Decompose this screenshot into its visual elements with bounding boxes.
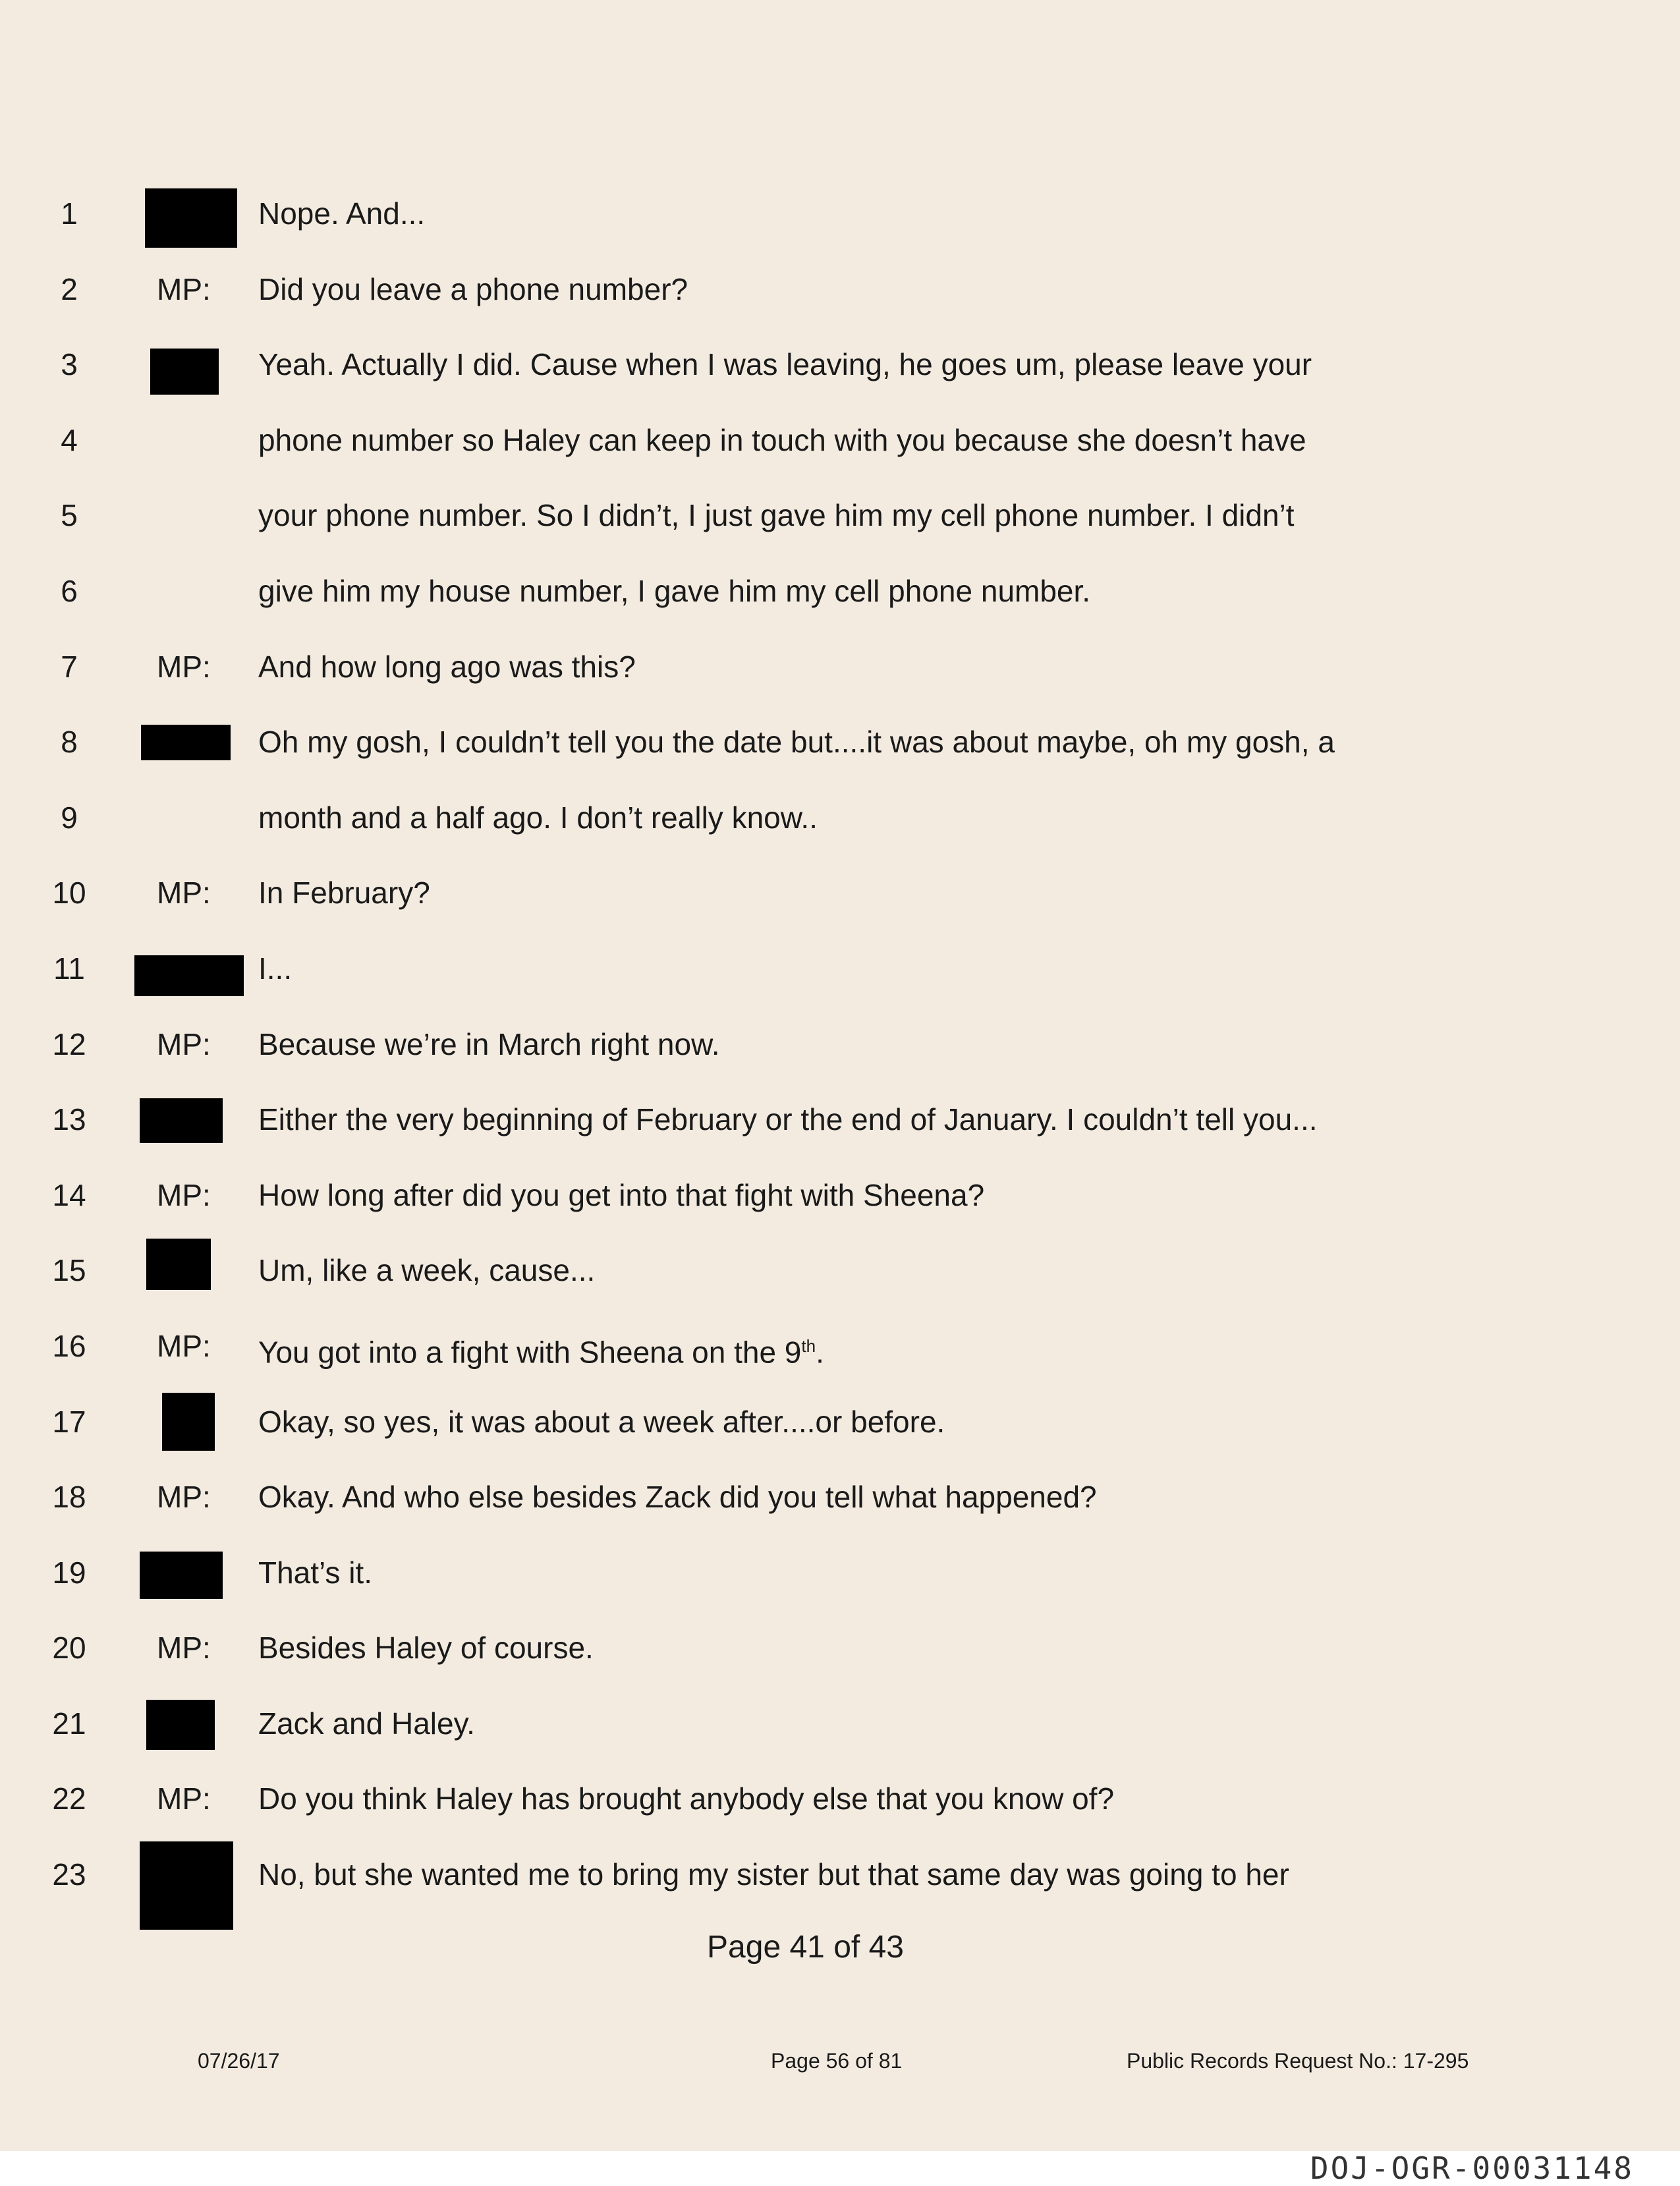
transcript-line bbox=[0, 857, 1680, 933]
line-text: Nope. And... bbox=[258, 196, 426, 231]
line-text: Yeah. Actually I did. Cause when I was leaving, he goes um, please leave your bbox=[258, 347, 1312, 382]
redaction-block bbox=[140, 1098, 223, 1143]
line-text bbox=[258, 1326, 824, 1372]
line-text: give him my house number, I gave him my cell phone number. bbox=[258, 573, 1091, 608]
line-number: 10 bbox=[52, 876, 86, 911]
transcript-page-number: Page 41 of 43 bbox=[707, 1930, 904, 1965]
line-number: 21 bbox=[52, 1706, 86, 1741]
line-number: 2 bbox=[61, 271, 78, 306]
redaction-block bbox=[150, 349, 219, 395]
redaction-block bbox=[162, 1393, 215, 1451]
transcript-line bbox=[0, 1461, 1680, 1537]
line-number: 7 bbox=[61, 649, 78, 684]
line-number: 20 bbox=[52, 1631, 86, 1666]
transcript-line bbox=[0, 329, 1680, 405]
transcript-line bbox=[0, 1235, 1680, 1310]
speaker-label: MP: bbox=[157, 1480, 211, 1515]
transcript-line bbox=[0, 1537, 1680, 1613]
line-text: Besides Haley of course. bbox=[258, 1631, 594, 1666]
speaker-label: MP: bbox=[157, 876, 211, 911]
line-number: 6 bbox=[61, 573, 78, 608]
line-text: How long after did you get into that fight with Sheena? bbox=[258, 1177, 985, 1212]
redaction-block bbox=[134, 955, 244, 996]
line-text: Um, like a week, cause... bbox=[258, 1253, 596, 1288]
line-number: 22 bbox=[52, 1781, 86, 1816]
line-number: 12 bbox=[52, 1026, 86, 1061]
transcript-line bbox=[0, 1839, 1680, 1915]
line-number: 11 bbox=[53, 951, 85, 986]
line-text: Zack and Haley. bbox=[258, 1706, 475, 1741]
line-text: Oh my gosh, I couldn’t tell you the date but....it was about maybe, oh my gosh, a bbox=[258, 725, 1335, 760]
transcript-line bbox=[0, 1009, 1680, 1084]
transcript-line bbox=[0, 1612, 1680, 1688]
transcript-line bbox=[0, 254, 1680, 329]
transcript-line bbox=[0, 631, 1680, 707]
redaction-block bbox=[146, 1700, 215, 1750]
line-text: your phone number. So I didn’t, I just gave him my cell phone number. I didn’t bbox=[258, 498, 1295, 533]
line-text: phone number so Haley can keep in touch with you because she doesn’t have bbox=[258, 422, 1306, 457]
speaker-label: MP: bbox=[157, 649, 211, 684]
line-number: 9 bbox=[61, 800, 78, 835]
redaction-block bbox=[141, 725, 231, 760]
line-number: 15 bbox=[52, 1253, 86, 1288]
transcript-line bbox=[0, 1763, 1680, 1839]
transcript-line bbox=[0, 555, 1680, 631]
line-text: month and a half ago. I don’t really know.. bbox=[258, 800, 818, 835]
speaker-label: MP: bbox=[157, 1781, 211, 1816]
redaction-block bbox=[140, 1841, 233, 1930]
line-number: 17 bbox=[52, 1404, 86, 1439]
line-text: Okay, so yes, it was about a week after....or before. bbox=[258, 1404, 945, 1439]
line-text-main: You got into a fight with Sheena on the 9 bbox=[258, 1335, 802, 1370]
transcript-line bbox=[0, 1386, 1680, 1462]
line-number: 16 bbox=[52, 1328, 86, 1363]
transcript-line bbox=[0, 178, 1680, 254]
line-text: I... bbox=[258, 951, 293, 986]
line-text: And how long ago was this? bbox=[258, 649, 636, 684]
line-number: 13 bbox=[52, 1102, 86, 1137]
line-number: 4 bbox=[61, 422, 78, 457]
transcript-line bbox=[0, 1160, 1680, 1235]
line-number: 1 bbox=[61, 196, 78, 231]
line-number: 19 bbox=[52, 1555, 86, 1590]
line-text: No, but she wanted me to bring my sister but that same day was going to her bbox=[258, 1857, 1289, 1892]
transcript-line bbox=[0, 1084, 1680, 1160]
line-text: Do you think Haley has brought anybody else that you know of? bbox=[258, 1781, 1115, 1816]
footer-date: 07/26/17 bbox=[198, 2049, 280, 2073]
line-number: 14 bbox=[52, 1177, 86, 1212]
line-text: Either the very beginning of February or the end of January. I couldn’t tell you... bbox=[258, 1102, 1318, 1137]
superscript: th bbox=[801, 1335, 816, 1356]
transcript-line bbox=[0, 706, 1680, 782]
transcript-line bbox=[0, 1688, 1680, 1764]
footer-request: Public Records Request No.: 17-295 bbox=[1127, 2049, 1469, 2073]
transcript-line bbox=[0, 405, 1680, 480]
transcript bbox=[0, 178, 1680, 1915]
redaction-block bbox=[140, 1552, 223, 1599]
line-text: Did you leave a phone number? bbox=[258, 271, 688, 306]
transcript-line bbox=[0, 933, 1680, 1009]
line-number: 23 bbox=[52, 1857, 86, 1892]
line-number: 8 bbox=[61, 725, 78, 760]
redaction-block bbox=[146, 1239, 211, 1290]
speaker-label: MP: bbox=[157, 1328, 211, 1363]
line-text: That’s it. bbox=[258, 1555, 372, 1590]
speaker-label: MP: bbox=[157, 1026, 211, 1061]
line-text: Okay. And who else besides Zack did you tell what happened? bbox=[258, 1480, 1097, 1515]
speaker-label: MP: bbox=[157, 1177, 211, 1212]
line-text: In February? bbox=[258, 876, 430, 911]
line-text-end: . bbox=[816, 1335, 824, 1370]
line-number: 18 bbox=[52, 1480, 86, 1515]
line-number: 3 bbox=[61, 347, 78, 382]
line-number: 5 bbox=[61, 498, 78, 533]
footer-page: Page 56 of 81 bbox=[771, 2049, 903, 2073]
transcript-line bbox=[0, 480, 1680, 555]
line-text: Because we’re in March right now. bbox=[258, 1026, 720, 1061]
redaction-block bbox=[145, 188, 237, 248]
speaker-label: MP: bbox=[157, 271, 211, 306]
bates-number: DOJ-OGR-00031148 bbox=[1310, 2150, 1634, 2186]
speaker-label: MP: bbox=[157, 1631, 211, 1666]
transcript-line bbox=[0, 1310, 1680, 1386]
transcript-line bbox=[0, 782, 1680, 858]
